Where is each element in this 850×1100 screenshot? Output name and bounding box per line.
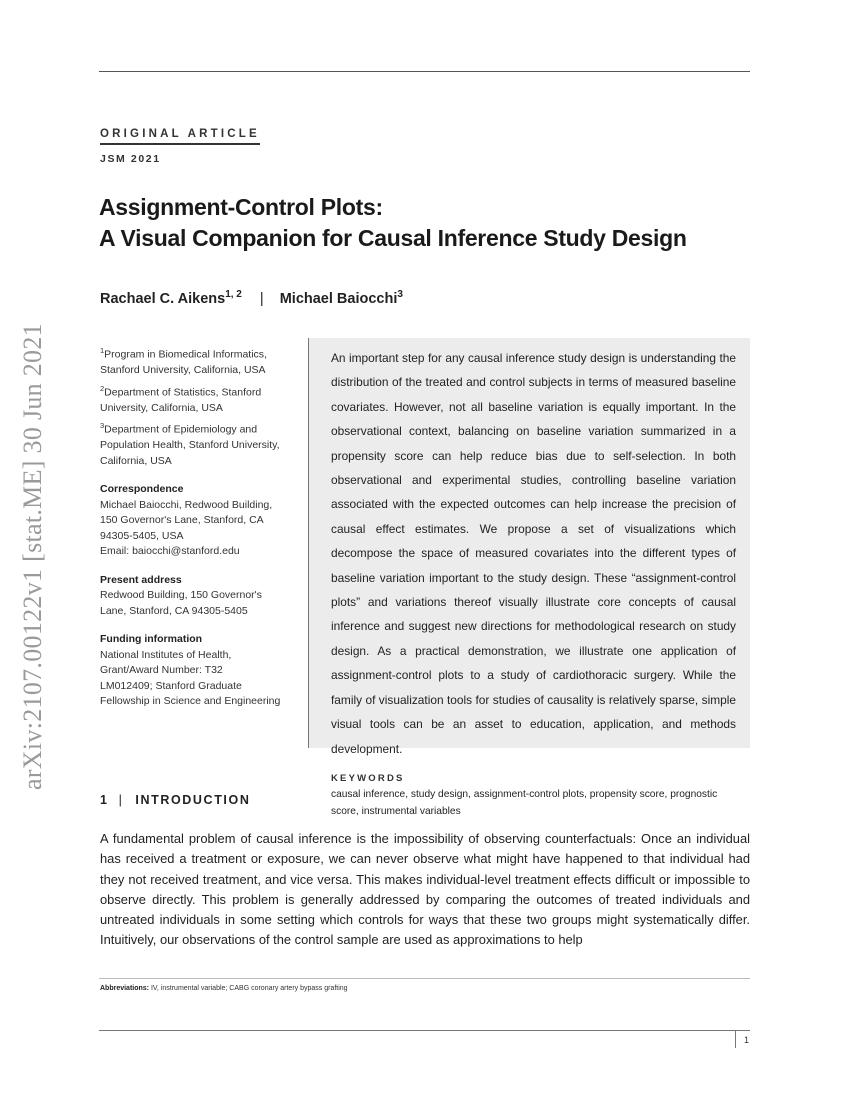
footnote-rule [99,978,750,979]
section-separator: | [118,793,124,807]
header-rule [99,71,750,72]
abstract-box [308,338,750,817]
present-address-line: Redwood Building, 150 Governor's [100,589,262,601]
side-info-column [100,343,300,710]
correspondence-line: 94305-5405, USA [100,529,184,542]
footnote-text: IV, instrumental variable; CABG coronary artery bypass grafting [149,985,348,992]
affiliation-sup: 3 [100,421,105,430]
affiliation [100,418,300,469]
title-line-2: A Visual Companion for Causal Inference Study Design [99,225,687,251]
section-heading [100,793,250,807]
funding-line: National Institutes of Health, [100,648,232,661]
affiliation [100,381,300,417]
correspondence-line: 150 Governor's Lane, Stanford, CA [100,514,264,526]
affiliation [100,343,300,379]
journal-label: JSM 2021 [100,153,161,165]
intro-paragraph: A fundamental problem of causal inference is the impossibility of observing counterfactuals: Once an individual has received a treatment or exposure, we can never observe what might have happened to that individual had they not received treatment, and vice versa. This makes individual-level treatment effects difficult or impossible to observe directly. This problem is generally addressed by comparing the outcomes of treated individuals and untreated individuals in some setting which controls for ways that these two groups might systematically differ. Intuitively, our observations of the control sample are used as approximations to help [100,831,750,948]
correspondence-heading: Correspondence [100,483,184,495]
funding-block [100,632,300,710]
correspondence-line: Michael Baiocchi, Redwood Building, [100,498,273,511]
affiliation-sup: 2 [100,383,105,393]
author-affiliation-sup: 1, 2 [225,289,242,300]
page-number-divider [735,1030,736,1048]
funding-line: LM012409; Stanford Graduate [100,679,242,692]
affiliation-text: Program in Biomedical Informatics, Stanford University, California, USA [100,348,267,376]
keywords-list: causal inference, study design, assignment-control plots, propensity score, prognostic score, instrumental variables [331,788,718,817]
funding-line: Grant/Award Number: T32 [100,664,223,676]
author-name: Rachael C. Aikens [100,290,226,307]
footnote [100,985,348,992]
correspondence-email: Email: baiocchi@stanford.edu [100,545,240,557]
footer-rule [99,1030,750,1031]
article-type-label: ORIGINAL ARTICLE [100,128,260,145]
page-number: 1 [744,1035,750,1045]
arxiv-stamp: arXiv:2107.00122v1 [stat.ME] 30 Jun 2021 [18,323,47,790]
keywords-heading: KEYWORDS [331,772,405,784]
author-list [100,289,403,307]
affiliation-text: Department of Statistics, Stanford University, California, USA [100,386,262,414]
affiliation-text: Department of Epidemiology and Population Health, Stanford University, California, USA [100,423,280,467]
present-address-block [100,573,300,620]
title-line-1: Assignment-Control Plots: [99,194,383,220]
correspondence-block [100,482,300,560]
funding-line: Fellowship in Science and Engineering [100,695,281,707]
paper-title [99,192,687,254]
abstract-text: An important step for any causal inference study design is understanding the distribution of the treated and control subjects in terms of measured baseline covariates. However, not all baseline variation is equally important. In the observational context, balancing on baseline variation summarized in a propensity score can help reduce bias due to self-selection. In both observational and experimental studies, controlling baseline variation associated with the expected outcomes can help increase the precision of causal effect estimates. We propose a set of visualizations which decompose the space of measured covariates into the different types of baseline variation important to the study design. These “assignment-control plots” and variations thereof visually illustrate core concepts of causal inference and suggest new directions for methodological research on study design. As a practical demonstration, we illustrate one application of assignment-control plots to a study of cardiothoracic surgery. While the family of visualization tools for studies of causality is relatively sparse, simple visual tools can be an asset to education, application, and methods development. [331,351,736,756]
author-name: Michael Baiocchi [279,290,398,307]
footnote-label: Abbreviations: [100,985,150,992]
author-separator: | [259,290,264,307]
present-address-line: Lane, Stanford, CA 94305-5405 [100,604,248,617]
section-title: INTRODUCTION [135,793,251,807]
affiliation-sup: 1 [100,346,105,355]
author-affiliation-sup: 3 [397,289,403,300]
section-number: 1 [100,793,109,807]
funding-heading: Funding information [100,633,203,645]
present-address-heading: Present address [100,573,182,586]
